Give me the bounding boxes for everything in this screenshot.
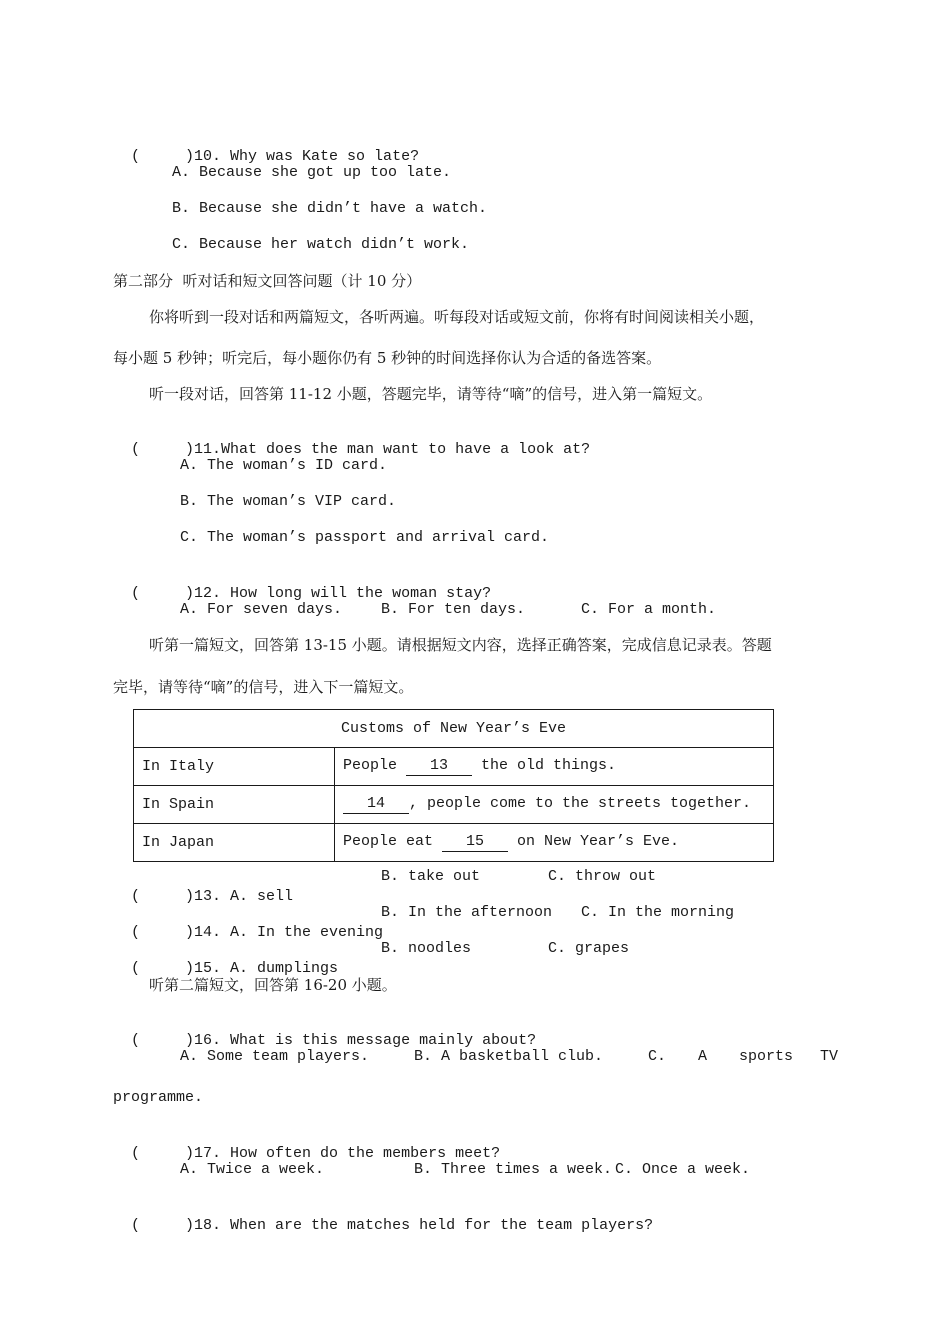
question-13 <box>113 867 293 907</box>
question-18 <box>113 1196 653 1236</box>
q12-option-a: A. For seven days. <box>180 601 343 618</box>
answer-paren[interactable]: ( ) <box>131 960 195 977</box>
table-custom-cell: 14 , people come to the streets together. <box>335 786 774 824</box>
q16-option-a: A. Some team players. <box>180 1048 370 1065</box>
q15-option-b: B. noodles <box>381 940 472 957</box>
q14-option-c: C. In the morning <box>581 904 735 921</box>
q17-option-a: A. Twice a week. <box>180 1161 325 1178</box>
answer-paren[interactable]: ( ) <box>131 585 195 602</box>
table-place-cell: In Japan <box>134 824 335 862</box>
passage1-instruction-line1: 听第一篇短文，回答第 13-15 小题。请根据短文内容，选择正确答案，完成信息记录表。答题 <box>149 636 772 654</box>
q14-option-b: B. In the afternoon <box>381 904 553 921</box>
q12-option-c: C. For a month. <box>581 601 717 618</box>
table-row <box>134 748 774 786</box>
q16-option-c-wrap: programme. <box>113 1089 204 1106</box>
q10-option-a: A. Because she got up too late. <box>172 164 452 181</box>
question-stem: 13. A. sell <box>194 888 294 905</box>
part2-instruction-line2: 每小题 5 秒钟；听完后，每小题你仍有 5 秒钟的时间选择你认为合适的备选答案。 <box>113 349 662 367</box>
answer-blank[interactable]: 13 <box>406 757 472 776</box>
dialog-instruction: 听一段对话，回答第 11-12 小题，答题完毕，请等待“嘀”的信号，进入第一篇短文。 <box>149 385 713 403</box>
answer-paren[interactable]: ( ) <box>131 924 195 941</box>
question-stem: 15. A. dumplings <box>194 960 339 977</box>
part2-heading: 第二部分 听对话和短文回答问题（计 10 分） <box>113 272 422 290</box>
answer-paren[interactable]: ( ) <box>131 148 195 165</box>
q16-option-c-word: sports <box>739 1048 794 1065</box>
question-12 <box>113 564 491 604</box>
table-row <box>134 824 774 862</box>
question-14 <box>113 903 383 943</box>
q11-option-c: C. The woman’s passport and arrival card. <box>180 529 550 546</box>
question-17 <box>113 1124 500 1164</box>
table-custom-cell: People eat 15 on New Year’s Eve. <box>335 824 774 862</box>
q16-option-c-word: A <box>698 1048 708 1065</box>
answer-paren[interactable]: ( ) <box>131 1145 195 1162</box>
question-stem: 14. A. In the evening <box>194 924 384 941</box>
passage2-instruction: 听第二篇短文，回答第 16-20 小题。 <box>149 976 397 994</box>
q12-option-b: B. For ten days. <box>381 601 526 618</box>
question-11 <box>113 420 590 460</box>
question-stem: 17. How often do the members meet? <box>194 1145 501 1162</box>
table-row <box>134 786 774 824</box>
passage1-instruction-line2: 完毕，请等待“嘀”的信号，进入下一篇短文。 <box>113 678 414 696</box>
q10-option-b: B. Because she didn’t have a watch. <box>172 200 488 217</box>
q17-option-c: C. Once a week. <box>615 1161 751 1178</box>
question-10 <box>113 127 419 167</box>
question-16 <box>113 1011 536 1051</box>
question-15 <box>113 939 338 979</box>
q16-option-c-label: C. <box>648 1048 667 1065</box>
q10-option-c: C. Because her watch didn’t work. <box>172 236 470 253</box>
q11-option-b: B. The woman’s VIP card. <box>180 493 397 510</box>
answer-paren[interactable]: ( ) <box>131 888 195 905</box>
answer-blank[interactable]: 14 <box>343 795 409 814</box>
question-stem: 12. How long will the woman stay? <box>194 585 492 602</box>
answer-paren[interactable]: ( ) <box>131 441 195 458</box>
table-header-row <box>134 710 774 748</box>
q13-option-b: B. take out <box>381 868 481 885</box>
question-stem: 18. When are the matches held for the team players? <box>194 1217 654 1234</box>
part2-instruction-line1: 你将听到一段对话和两篇短文，各听两遍。听每段对话或短文前，你将有时间阅读相关小题， <box>149 308 765 326</box>
question-stem: 10. Why was Kate so late? <box>194 148 420 165</box>
answer-blank[interactable]: 15 <box>442 833 508 852</box>
q16-option-b: B. A basketball club. <box>414 1048 604 1065</box>
table-place-cell: In Spain <box>134 786 335 824</box>
table-title: Customs of New Year’s Eve <box>134 710 774 748</box>
question-stem: 16. What is this message mainly about? <box>194 1032 537 1049</box>
table-custom-cell: People 13 the old things. <box>335 748 774 786</box>
q17-option-b: B. Three times a week. <box>414 1161 613 1178</box>
q15-option-c: C. grapes <box>548 940 630 957</box>
q16-option-c-word: TV <box>820 1048 839 1065</box>
table-place-cell: In Italy <box>134 748 335 786</box>
customs-table <box>133 709 774 862</box>
q11-option-a: A. The woman’s ID card. <box>180 457 388 474</box>
answer-paren[interactable]: ( ) <box>131 1032 195 1049</box>
answer-paren[interactable]: ( ) <box>131 1217 195 1234</box>
q13-option-c: C. throw out <box>548 868 657 885</box>
question-stem: 11.What does the man want to have a look at? <box>194 441 591 458</box>
